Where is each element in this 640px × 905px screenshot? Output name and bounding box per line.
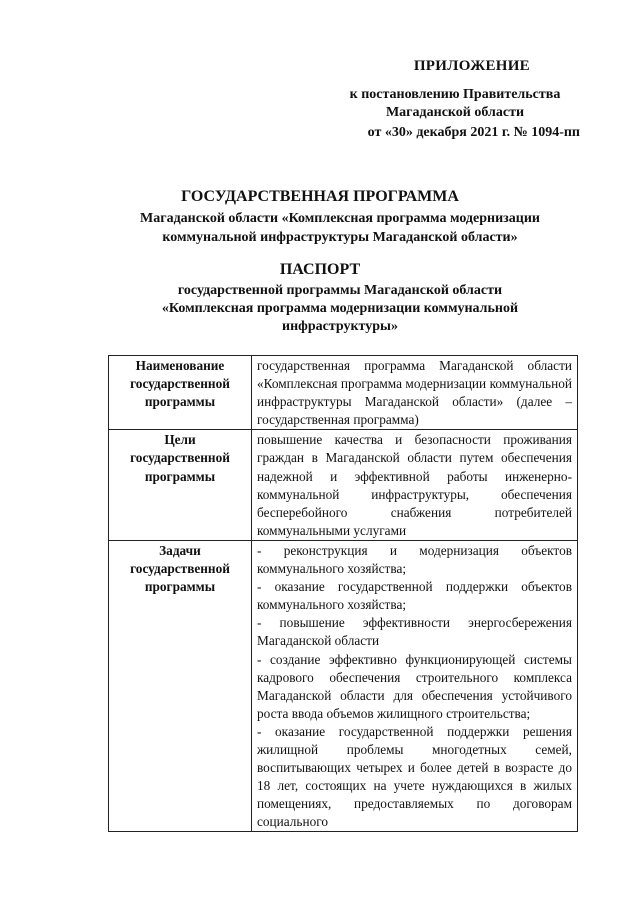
task-item: - оказание государственной поддержки объектов коммунального хозяйства; — [257, 579, 572, 613]
program-subtitle — [110, 209, 570, 247]
table-row — [109, 356, 578, 430]
passport-subtitle — [130, 282, 550, 336]
row-label-goals: Цели государственной программы — [109, 430, 252, 541]
task-item: - повышение эффективности энергосбережения Магаданской области — [257, 615, 572, 649]
program-subtitle-line-1: Магаданской области «Комплексная программа модернизации — [140, 211, 540, 226]
task-item: - реконструкция и модернизация объектов коммунального хозяйства; — [257, 542, 572, 577]
program-title: ГОСУДАРСТВЕННАЯ ПРОГРАММА — [181, 188, 459, 205]
passport-table — [108, 355, 578, 832]
table-row — [109, 540, 578, 832]
row-value-tasks — [252, 540, 578, 832]
row-value-goals: повышение качества и безопасности проживания граждан в Магаданской области путем обеспечения надежной и эффективной работы инженерно-коммунальной инфраструктуры, обеспечения бесперебойного снабжения потребителей коммунальными услугами — [252, 430, 578, 541]
decree-reference — [325, 86, 585, 122]
decree-date: от «30» декабря 2021 г. № 1094-пп — [367, 125, 580, 140]
passport-subtitle-line-1: государственной программы Магаданской области — [177, 283, 503, 298]
program-subtitle-line-2: коммунальной инфраструктуры Магаданской области» — [162, 230, 518, 245]
task-item: - создание эффективно функционирующей системы кадрового обеспечения строительного комплекса Магаданской области для обеспечения устойчивого роста ввода объемов жилищного строительства; — [257, 651, 572, 721]
row-value-program-name: государственная программа Магаданской области «Комплексная программа модернизации коммунальной инфраструктуры Магаданской области» (далее – государственная программа) — [252, 356, 578, 430]
decree-line-1: к постановлению Правительства — [349, 87, 561, 102]
passport-title: ПАСПОРТ — [279, 261, 361, 278]
table-row — [109, 430, 578, 541]
decree-line-2: Магаданской области — [385, 105, 525, 120]
passport-subtitle-line-2: «Комплексная программа модернизации коммунальной — [161, 301, 519, 316]
task-item: - оказание государственной поддержки решения жилищной проблемы многодетных семей, воспитывающих четырех и более детей в возрасте до 18 лет, состоящих на учете нуждающихся в жилых помещениях, предоставляемых по договорам социального — [257, 723, 572, 830]
row-label-tasks: Задачи государственной программы — [109, 540, 252, 832]
passport-subtitle-line-3: инфраструктуры» — [282, 319, 398, 334]
appendix-title: ПРИЛОЖЕНИЕ — [413, 58, 530, 74]
row-label-program-name: Наименование государственной программы — [109, 356, 252, 430]
